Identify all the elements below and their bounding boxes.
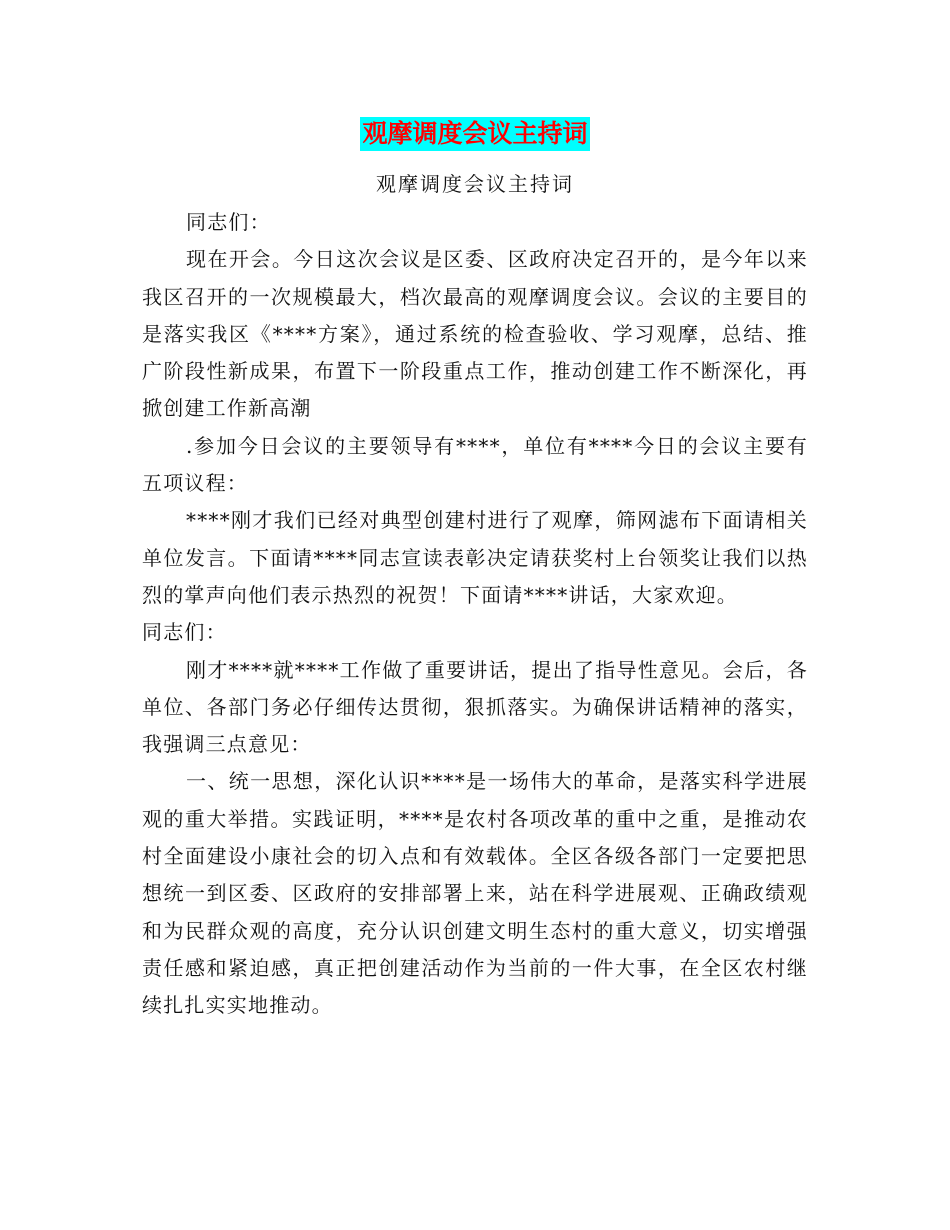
document-subtitle: 观摩调度会议主持词 bbox=[376, 172, 574, 196]
document-body bbox=[142, 204, 808, 1025]
second-greeting-paragraph: 同志们： bbox=[142, 620, 227, 645]
point-one-paragraph: 一、统一思想，深化认识****是一场伟大的革命，是落实科学进展观的重大举措。实践证明，****是农村各项改革的重中之重，是推动农村全面建设小康社会的切入点和有效载体。全区各级各部门一定要把思想统一到区委、区政府的安排部署上来，站在科学进展观、正确政绩观和为民群众观的高度，充分认识创建文明生态村的重大意义，切实增强责任感和紧迫感，真正把创建活动作为当前的一件大事，在全区农村继续扎扎实实地推动。 bbox=[142, 769, 808, 1018]
opening-paragraph: 现在开会。今日这次会议是区委、区政府决定召开的，是今年以来我区召开的一次规模最大，档次最高的观摩调度会议。会议的主要目的是落实我区《****方案》，通过系统的检查验收、学习观摩，总结、推广阶段性新成果，布置下一阶段重点工作，推动创建工作不断深化，再掀创建工作新高潮 bbox=[142, 247, 808, 421]
agenda-paragraph: ****刚才我们已经对典型创建村进行了观摩，筛网滤布下面请相关单位发言。下面请****同志宣读表彰决定请获奖村上台领奖让我们以热烈的掌声向他们表示热烈的祝贺！下面请****讲话，大家欢迎。 bbox=[142, 508, 808, 607]
greeting-paragraph: 同志们： bbox=[186, 210, 271, 234]
document-title-highlight: 观摩调度会议主持词 bbox=[360, 117, 589, 151]
attendees-paragraph: .参加今日会议的主要领导有****，单位有****今日的会议主要有五项议程： bbox=[142, 433, 808, 496]
document-title bbox=[0, 112, 950, 151]
remarks-paragraph: 刚才****就****工作做了重要讲话，提出了指导性意见。会后，各单位、各部门务必仔细传达贯彻，狠抓落实。为确保讲话精神的落实，我强调三点意见： bbox=[142, 657, 808, 757]
